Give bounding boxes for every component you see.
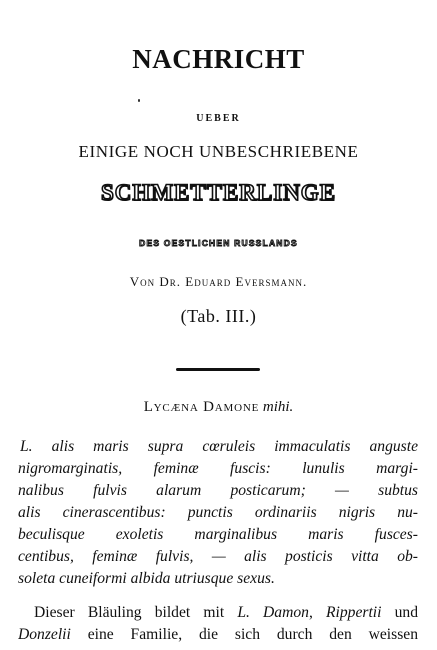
body-text: Dieser Bläuling bildet mit xyxy=(34,604,238,621)
subtitle: EINIGE NOCH UNBESCHRIEBENE xyxy=(78,142,359,161)
author-line: Von Dr. Eduard Eversmann. xyxy=(129,274,308,289)
section-divider xyxy=(176,368,260,371)
species-reference: L. Damon xyxy=(237,604,309,621)
diagnosis-line: nigromarginatis, feminæ fuscis: lunulis margi- xyxy=(18,460,418,477)
diagnosis-line: soleta cuneiformi albida utriusque sexus. xyxy=(18,570,275,587)
body-text-line xyxy=(18,624,418,645)
page-title: NACHRICHT xyxy=(132,44,305,74)
body-text: , xyxy=(308,604,326,621)
species-reference: Rippertii xyxy=(326,604,382,621)
species-name: Lycæna Damone xyxy=(143,399,260,415)
main-heading: SCHMETTERLINGE xyxy=(100,180,337,205)
species-reference: Donzelii xyxy=(18,626,71,643)
body-text-line xyxy=(34,602,418,623)
diagnosis-line: beculisque exoletis marginalibus maris fusces- xyxy=(18,526,418,543)
body-text: eine Familie, die sich durch den weissen xyxy=(70,626,418,643)
species-heading xyxy=(0,399,437,416)
plate-reference: (Tab. III.) xyxy=(180,306,257,326)
print-speck xyxy=(138,99,140,102)
ueber-line: UEBER xyxy=(196,113,241,124)
diagnosis-line: nalibus fulvis alarum posticarum; — subtus xyxy=(18,482,418,499)
species-author: mihi. xyxy=(262,399,294,415)
body-text: und xyxy=(381,604,418,621)
diagnosis-line: centibus, feminæ fulvis, — alis posticis vitta ob- xyxy=(18,548,418,565)
diagnosis-line: alis cinerascentibus: punctis ordinariis nigris nu- xyxy=(18,504,418,521)
region-line: DES OESTLICHEN RUSSLANDS xyxy=(139,238,298,248)
diagnosis-line: L. alis maris supra cœruleis immaculatis anguste xyxy=(20,438,418,455)
